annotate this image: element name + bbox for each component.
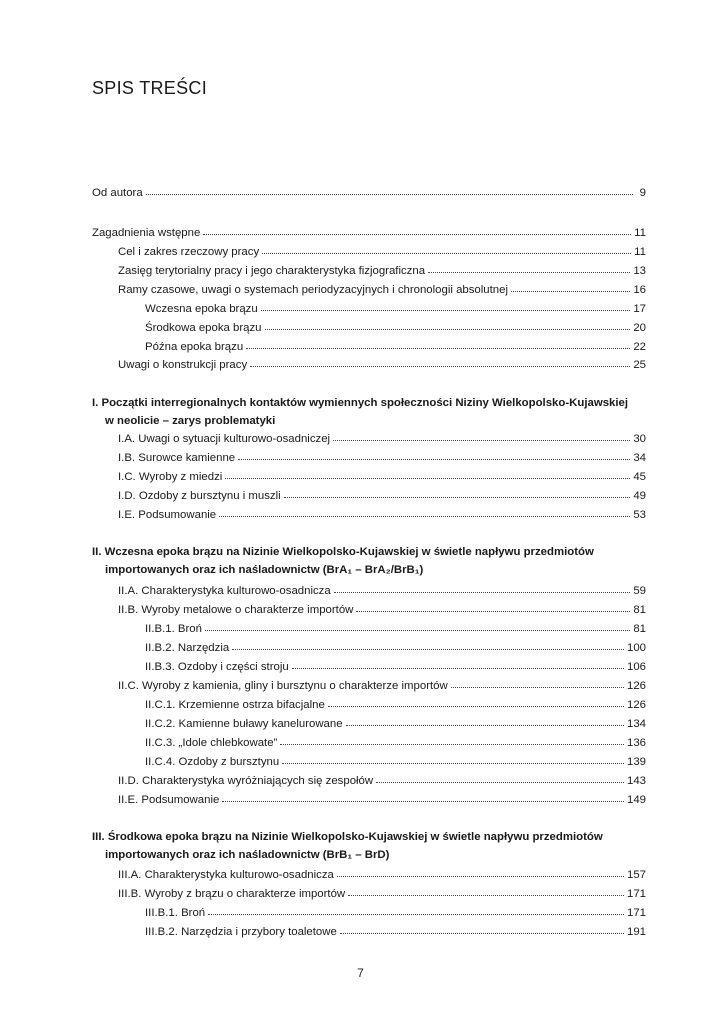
toc-entry-ib[interactable]	[118, 451, 646, 466]
toc-entry-page: 191	[626, 926, 646, 938]
dot-leader	[334, 583, 631, 593]
toc-entry-label: II.C. Wyroby z kamienia, gliny i bursztynu o charakterze importów	[118, 680, 448, 692]
toc-entry-iie[interactable]	[118, 793, 646, 808]
toc-entry-pozna[interactable]	[145, 340, 646, 355]
toc-entry-iic1[interactable]	[145, 698, 646, 713]
toc-entry-iiib1[interactable]	[145, 906, 646, 921]
toc-entry-label: III.A. Charakterystyka kulturowo-osadnicza	[118, 869, 334, 881]
toc-entry-label: Późna epoka brązu	[145, 341, 244, 353]
toc-entry-label: II.C.3. „Idole chlebkowate”	[145, 737, 278, 749]
toc-entry-page: 13	[633, 265, 646, 277]
toc-entry-iic[interactable]	[118, 679, 646, 694]
toc-entry-iia[interactable]	[118, 584, 646, 599]
dot-leader	[428, 263, 630, 273]
toc-entry-page: 20	[633, 322, 646, 334]
toc-entry-iib1[interactable]	[145, 622, 646, 637]
toc-entry-page: 149	[626, 794, 646, 806]
dot-leader	[250, 357, 630, 367]
dot-leader	[337, 867, 624, 877]
toc-entry-cel[interactable]	[118, 245, 646, 260]
toc-entry-label: I.D. Ozdoby z bursztynu i muszli	[118, 490, 281, 502]
dot-leader	[356, 602, 630, 612]
chapter-heading-i[interactable]: I. Początki interregionalnych kontaktów wymiennych społeczności Niziny Wielkopolsko-Kujawskiej	[92, 397, 629, 409]
dot-leader	[203, 225, 631, 235]
toc-entry-page: 22	[633, 341, 646, 353]
toc-entry-page: 9	[639, 187, 646, 199]
toc-entry-uwagi-konstrukcji[interactable]	[118, 358, 646, 373]
dot-leader	[208, 905, 624, 915]
toc-entry-iic2[interactable]	[145, 717, 646, 732]
dot-leader	[261, 301, 631, 311]
toc-entry-iic3[interactable]	[145, 736, 646, 751]
toc-entry-page: 171	[626, 888, 646, 900]
chapter-heading-i-cont: w neolicie – zarys problematyki	[105, 415, 276, 427]
toc-entry-iib2[interactable]	[145, 641, 646, 656]
chapter-heading-ii[interactable]: II. Wczesna epoka brązu na Nizinie Wielkopolsko-Kujawskiej w świetle napływu przedmiotów	[92, 546, 594, 558]
toc-entry-label: II.C.2. Kamienne buławy kanelurowane	[145, 718, 343, 730]
dot-leader	[328, 697, 624, 707]
chapter-heading-iii[interactable]: III. Środkowa epoka brązu na Nizinie Wielkopolsko-Kujawskiej w świetle napływu przedmiotów	[92, 831, 603, 843]
toc-entry-label: Uwagi o konstrukcji pracy	[118, 359, 248, 371]
toc-entry-label: II.B.3. Ozdoby i części stroju	[145, 661, 289, 673]
toc-entry-page: 30	[633, 433, 646, 445]
toc-entry-label: I.A. Uwagi o sytuacji kulturowo-osadniczej	[118, 433, 331, 445]
toc-entry-iiib2[interactable]	[145, 925, 646, 940]
toc-entry-wczesna[interactable]	[145, 302, 646, 317]
toc-entry-page: 25	[633, 359, 646, 371]
toc-entry-page: 106	[626, 661, 646, 673]
toc-entry-page: 126	[626, 680, 646, 692]
toc-entry-zagadnienia[interactable]	[92, 226, 646, 241]
dot-leader	[376, 773, 624, 783]
toc-entry-label: I.B. Surowce kamienne	[118, 452, 236, 464]
toc-entry-page: 81	[633, 604, 646, 616]
toc-entry-zasieg[interactable]	[118, 264, 646, 279]
page-title: SPIS TREŚCI	[92, 78, 208, 98]
dot-leader	[225, 469, 630, 479]
chapter-heading-iii-cont: importowanych oraz ich naśladownictw (BrB₁ – BrD)	[105, 849, 390, 861]
toc-entry-label: II.C.4. Ozdoby z bursztynu	[145, 756, 280, 768]
dot-leader	[451, 678, 624, 688]
dot-leader	[348, 886, 624, 896]
dot-leader	[280, 735, 624, 745]
toc-entry-label: II.C.1. Krzemienne ostrza bifacjalne	[145, 699, 325, 711]
toc-entry-label: III.B.1. Broń	[145, 907, 206, 919]
toc-entry-iib3[interactable]	[145, 660, 646, 675]
dot-leader	[262, 244, 631, 254]
dot-leader	[238, 450, 630, 460]
toc-entry-page: 126	[626, 699, 646, 711]
toc-entry-label: Od autora	[92, 187, 143, 199]
dot-leader	[292, 659, 624, 669]
dot-leader	[146, 185, 633, 195]
toc-entry-iic4[interactable]	[145, 755, 646, 770]
toc-entry-ramy[interactable]	[118, 283, 646, 298]
toc-entry-label: II.E. Podsumowanie	[118, 794, 220, 806]
toc-entry-page: 17	[633, 303, 646, 315]
toc-entry-page: 157	[626, 869, 646, 881]
dot-leader	[511, 282, 630, 292]
toc-entry-label: I.C. Wyroby z miedzi	[118, 471, 223, 483]
dot-leader	[205, 621, 630, 631]
toc-entry-page: 49	[633, 490, 646, 502]
toc-entry-page: 11	[634, 227, 646, 239]
toc-entry-page: 45	[633, 471, 646, 483]
toc-entry-label: II.B.2. Narzędzia	[145, 642, 230, 654]
dot-leader	[346, 716, 624, 726]
toc-entry-label: III.B. Wyroby z brązu o charakterze importów	[118, 888, 346, 900]
dot-leader	[284, 488, 631, 498]
toc-entry-page: 171	[626, 907, 646, 919]
toc-entry-page: 59	[633, 585, 646, 597]
toc-entry-page: 34	[633, 452, 646, 464]
toc-entry-label: Zagadnienia wstępne	[92, 227, 201, 239]
toc-entry-label: Zasięg terytorialny pracy i jego charakterystyka fizjograficzna	[118, 265, 426, 277]
toc-entry-srodkowa[interactable]	[145, 321, 646, 336]
toc-entry-label: Cel i zakres rzeczowy pracy	[118, 246, 260, 258]
dot-leader	[340, 924, 624, 934]
toc-entry-od-autora[interactable]	[92, 186, 646, 201]
dot-leader	[219, 507, 630, 517]
toc-entry-ia[interactable]	[118, 432, 646, 447]
dot-leader	[333, 431, 630, 441]
toc-entry-page: 81	[633, 623, 646, 635]
dot-leader	[246, 339, 630, 349]
toc-entry-label: II.B. Wyroby metalowe o charakterze importów	[118, 604, 354, 616]
toc-entry-iiia[interactable]	[118, 868, 646, 883]
toc-entry-label: II.B.1. Broń	[145, 623, 202, 635]
toc-entry-label: Wczesna epoka brązu	[145, 303, 258, 315]
toc-entry-iib[interactable]	[118, 603, 646, 618]
toc-entry-page: 11	[634, 246, 646, 258]
dot-leader	[265, 320, 631, 330]
toc-entry-iiib[interactable]	[118, 887, 646, 902]
toc-entry-page: 136	[626, 737, 646, 749]
toc-entry-page: 143	[626, 775, 646, 787]
dot-leader	[222, 792, 624, 802]
toc-entry-label: I.E. Podsumowanie	[118, 509, 217, 521]
toc-entry-label: Ramy czasowe, uwagi o systemach periodyzacyjnych i chronologii absolutnej	[118, 284, 509, 296]
page-number-footer: 7	[357, 966, 364, 980]
dot-leader	[282, 754, 624, 764]
toc-entry-ie[interactable]	[118, 508, 646, 523]
toc-entry-label: III.B.2. Narzędzia i przybory toaletowe	[145, 926, 337, 938]
toc-entry-id[interactable]	[118, 489, 646, 504]
chapter-heading-ii-cont: importowanych oraz ich naśladownictw (BrA₁ – BrA₂/BrB₁)	[105, 564, 424, 576]
toc-entry-label: Środkowa epoka brązu	[145, 322, 262, 334]
toc-entry-label: II.A. Charakterystyka kulturowo-osadnicza	[118, 585, 331, 597]
toc-entry-page: 53	[633, 509, 646, 521]
toc-entry-page: 100	[626, 642, 646, 654]
toc-entry-page: 139	[626, 756, 646, 768]
dot-leader	[232, 640, 624, 650]
toc-entry-label: II.D. Charakterystyka wyróżniających się zespołów	[118, 775, 374, 787]
toc-entry-ic[interactable]	[118, 470, 646, 485]
toc-entry-page: 134	[626, 718, 646, 730]
toc-entry-page: 16	[633, 284, 646, 296]
toc-entry-iid[interactable]	[118, 774, 646, 789]
